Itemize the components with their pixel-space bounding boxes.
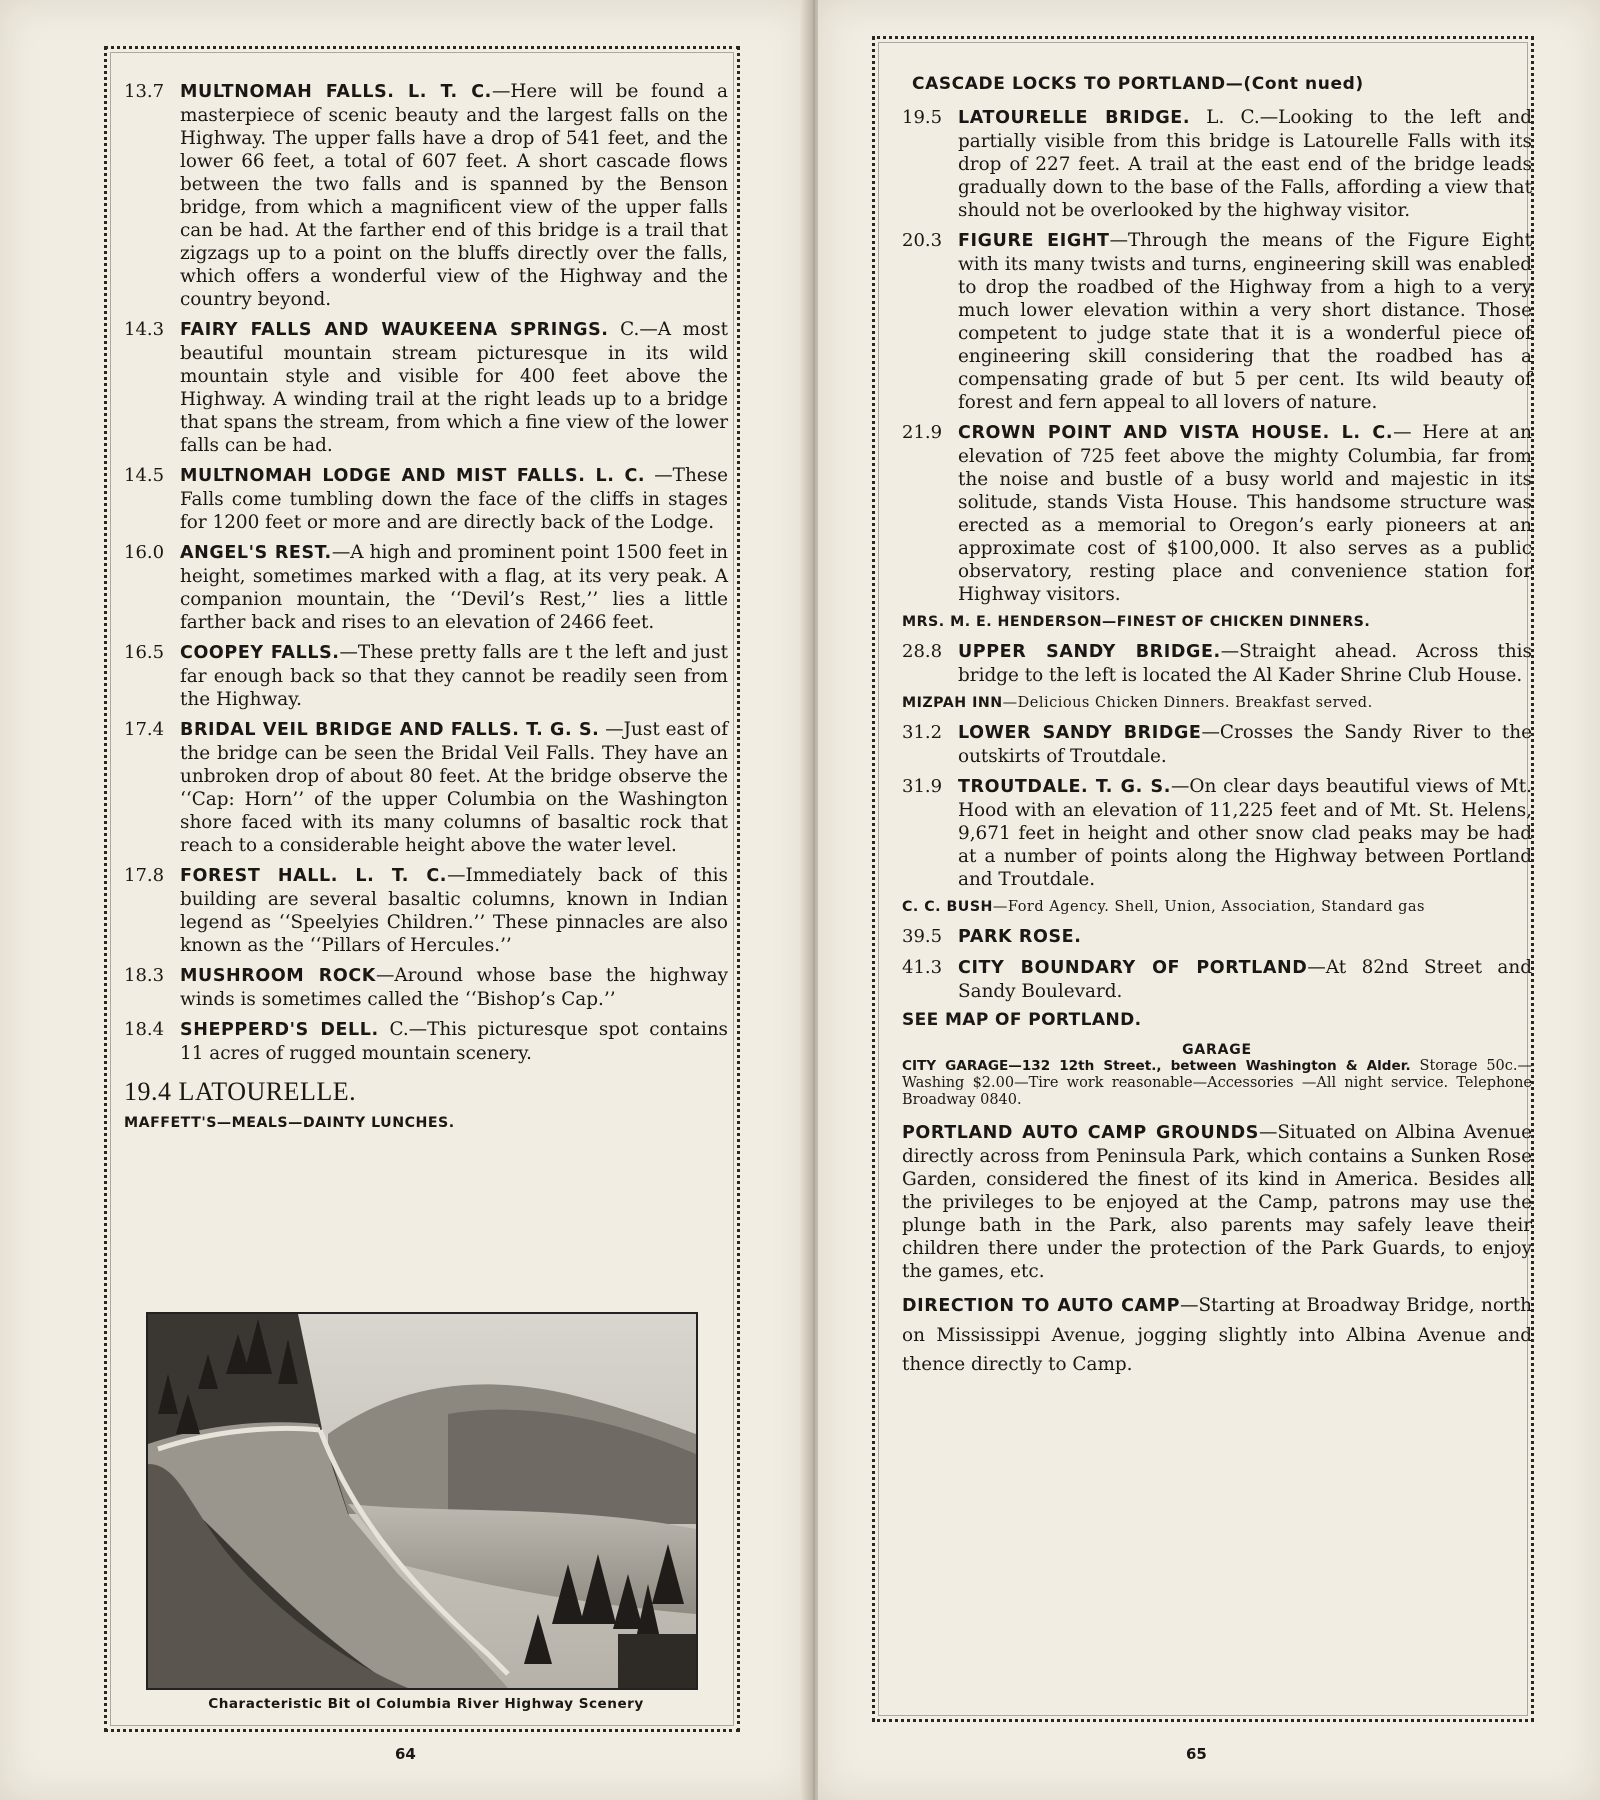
entry-body: — Here at an elevation of 725 feet above the mighty Columbia, far from the noise and bustle of a busy world and majestic in its solitude, stands Vista House. This handsome structure was erected as a memorial to Oregon’s early pioneers at an approximate cost of $100,000. It also serves as a public observatory, resting place and convenience station for Highway visitors.	[958, 422, 1532, 605]
right-page	[818, 0, 1600, 1800]
entry-41-3	[902, 956, 1532, 1003]
entry-body: L. C.—Looking to the left and partially visible from this bridge is Latourelle Falls with its drop of 227 feet. A trail at the east end of the bridge leads gradually down to the base of the Falls, affording a view that should not be overlooked by the highway visitor.	[958, 107, 1532, 221]
highway-scenery-photo	[146, 1312, 698, 1690]
mileage: 21.9	[902, 422, 943, 443]
entry-title: COOPEY FALLS.	[180, 643, 340, 663]
entry-title: PARK ROSE.	[958, 927, 1082, 947]
entry-28-8	[902, 640, 1532, 687]
left-page-content	[124, 80, 728, 1141]
entry-title: LOWER SANDY BRIDGE	[958, 723, 1202, 743]
mileage: 14.5	[124, 465, 165, 486]
mileage: 14.3	[124, 319, 165, 340]
right-page-content	[902, 74, 1532, 1379]
entry-body: —Starting at Broadway Bridge, north on Mississippi Avenue, jogging slightly into Albina Avenue and thence directly to Camp.	[902, 1295, 1532, 1375]
mileage: 20.3	[902, 230, 943, 251]
entry-31-2	[902, 721, 1532, 768]
mileage: 18.3	[124, 965, 165, 986]
mileage: 28.8	[902, 641, 943, 662]
entry-title: CITY BOUNDARY OF PORTLAND	[958, 958, 1308, 978]
ad-text: —Delicious Chicken Dinners. Breakfast served.	[1002, 695, 1373, 711]
garage-details: Storage 50c.—Washing $2.00—Tire work reasonable—Accessories —All night service. Telephone Broadway 0840.	[902, 1058, 1532, 1108]
entry-title: FOREST HALL. L. T. C.	[180, 866, 448, 886]
mileage: 18.4	[124, 1019, 165, 1040]
entry-body: —Around whose base the highway winds is sometimes called the ‘‘Bishop’s Cap.’’	[180, 965, 728, 1010]
entry-14-5	[124, 464, 728, 534]
entry-title: CROWN POINT AND VISTA HOUSE. L. C.	[958, 423, 1394, 443]
entry-body: —Situated on Albina Avenue directly across from Peninsula Park, which contains a Sunken Rose Garden, considered the finest of its kind in America. Besides all the privileges to be enjoyed at the Camp, patrons may use the plunge bath in the Park, also parents may safely leave their children there under the protection of the Park Guards, to enjoy the games, etc.	[902, 1122, 1533, 1282]
garage-heading: GARAGE	[1182, 1042, 1252, 1058]
page-number: 65	[1186, 1745, 1207, 1763]
mileage: 13.7	[124, 81, 165, 102]
ad-text: —Ford Agency. Shell, Union, Association, Standard gas	[992, 899, 1425, 915]
entry-body: —Straight ahead. Across this bridge to the left is located the Al Kader Shrine Club House.	[958, 641, 1532, 686]
entry-title: SHEPPERD'S DELL.	[180, 1020, 379, 1040]
ad-name: MIZPAH INN	[902, 695, 1003, 711]
mileage: 41.3	[902, 957, 943, 978]
entry-body: —These pretty falls are t the left and just far enough back so that they cannot be readily seen from the Highway.	[180, 642, 728, 710]
mizpah-inn-ad	[902, 695, 1532, 711]
auto-camp-entry	[902, 1121, 1532, 1283]
mileage: 17.8	[124, 865, 165, 886]
entry-title: PORTLAND AUTO CAMP GROUNDS	[902, 1123, 1259, 1143]
entry-body: —Crosses the Sandy River to the outskirts of Troutdale.	[958, 722, 1532, 767]
entry-17-4	[124, 718, 728, 857]
city-garage-ad	[902, 1058, 1532, 1109]
entry-body: —Through the means of the Figure Eight with its many twists and turns, engineering skill was enabled to drop the roadbed of the Highway from a high to a very much lower elevation within a very short distance. Those competent to judge state that it is a wonderful piece of engineering skill considering that the roadbed has a compensating grade of but 5 per cent. Its wild beauty of forest and fern appeal to all lovers of nature.	[958, 230, 1532, 413]
entry-16-0	[124, 541, 728, 634]
cc-bush-ad	[902, 899, 1532, 915]
garage-name: CITY GARAGE—132 12th Street., between Washington & Alder.	[902, 1058, 1411, 1074]
mileage: 16.5	[124, 642, 165, 663]
entry-body: —At 82nd Street and Sandy Boulevard.	[958, 957, 1532, 1002]
see-map-note: SEE MAP OF PORTLAND.	[902, 1010, 1142, 1030]
mileage: 17.4	[124, 719, 165, 740]
mileage: 19.5	[902, 107, 943, 128]
entry-title: FAIRY FALLS AND WAUKEENA SPRINGS.	[180, 320, 609, 340]
entry-21-9	[902, 421, 1532, 606]
entry-13-7	[124, 80, 728, 311]
entry-body: C.—This picturesque spot contains 11 acres of rugged mountain scenery.	[180, 1019, 728, 1064]
entry-39-5	[902, 925, 1532, 949]
entry-body: —Immediately back of this building are several basaltic columns, known in Indian legend as ‘‘Speelyies Children.’’ These pinnacles are also known as the ‘‘Pillars of Hercules.’’	[180, 865, 728, 956]
scenery-illustration	[148, 1314, 696, 1688]
entry-title: LATOURELLE BRIDGE.	[958, 108, 1191, 128]
entry-body: —A high and prominent point 1500 feet in height, sometimes marked with a flag, at its very peak. A companion mountain, the ‘‘Devil’s Rest,’’ lies a little farther back and rises to an elevation of 2466 feet.	[180, 542, 728, 633]
mileage: 31.9	[902, 776, 943, 797]
entry-title: BRIDAL VEIL BRIDGE AND FALLS. T. G. S.	[180, 720, 600, 740]
section-heading: CASCADE LOCKS TO PORTLAND—(Cont nued)	[912, 74, 1364, 94]
entry-body: —Here will be found a masterpiece of scenic beauty and the largest falls on the Highway. The upper falls have a drop of 541 feet, and the lower 66 feet, a total of 607 feet. A short cascade flows between the two falls and is spanned by the Benson bridge, from which a magnificent view of the upper falls can be had. At the farther end of this bridge is a trail that zigzags up to a point on the bluffs directly over the falls, which offers a wonderful view of the Highway and the country beyond.	[180, 81, 729, 310]
henderson-ad: MRS. M. E. HENDERSON—FINEST OF CHICKEN DINNERS.	[902, 614, 1371, 630]
entry-title: DIRECTION TO AUTO CAMP	[902, 1296, 1181, 1316]
mileage: 39.5	[902, 926, 943, 947]
entry-body: —These Falls come tumbling down the face of the cliffs in stages for 1200 feet or more and are directly back of the Lodge.	[180, 465, 728, 533]
entry-14-3	[124, 318, 728, 457]
maffetts-ad: MAFFETT'S—MEALS—DAINTY LUNCHES.	[124, 1115, 455, 1131]
entry-18-4	[124, 1018, 728, 1065]
entry-title: ANGEL'S REST.	[180, 543, 332, 563]
entry-31-9	[902, 775, 1532, 891]
direction-entry	[902, 1291, 1532, 1379]
latourelle-heading: 19.4 LATOURELLE.	[124, 1077, 357, 1106]
page-number: 64	[395, 1745, 416, 1763]
entry-title: MUSHROOM ROCK	[180, 966, 376, 986]
entry-20-3	[902, 229, 1532, 414]
entry-18-3	[124, 964, 728, 1011]
mileage: 16.0	[124, 542, 165, 563]
entry-body: —Just east of the bridge can be seen the Bridal Veil Falls. They have an unbroken drop of about 80 feet. At the bridge observe the ‘‘Cap: Horn’’ of the upper Columbia on the Washington shore faced with its many columns of basaltic rock that reach to a considerable height above the water level.	[180, 719, 729, 856]
mileage: 31.2	[902, 722, 943, 743]
entry-16-5	[124, 641, 728, 711]
entry-17-8	[124, 864, 728, 957]
ad-name: C. C. BUSH	[902, 899, 993, 915]
entry-title: TROUTDALE. T. G. S.	[958, 777, 1171, 797]
entry-title: MULTNOMAH FALLS. L. T. C.	[180, 82, 492, 102]
entry-body: —On clear days beautiful views of Mt. Hood with an elevation of 11,225 feet and of Mt. St. Helens, 9,671 feet in height and other snow clad peaks may be had at a number of points along the Highway between Portland and Troutdale.	[958, 776, 1532, 890]
entry-body: C.—A most beautiful mountain stream picturesque in its wild mountain style and visible for 400 feet above the Highway. A winding trail at the right leads up to a bridge that spans the stream, from which a fine view of the lower falls can be had.	[180, 319, 729, 456]
entry-title: UPPER SANDY BRIDGE.	[958, 642, 1221, 662]
photo-caption: Characteristic Bit ol Columbia River Highway Scenery	[208, 1696, 644, 1712]
entry-19-5	[902, 106, 1532, 222]
entry-title: FIGURE EIGHT	[958, 231, 1110, 251]
entry-title: MULTNOMAH LODGE AND MIST FALLS. L. C.	[180, 466, 646, 486]
